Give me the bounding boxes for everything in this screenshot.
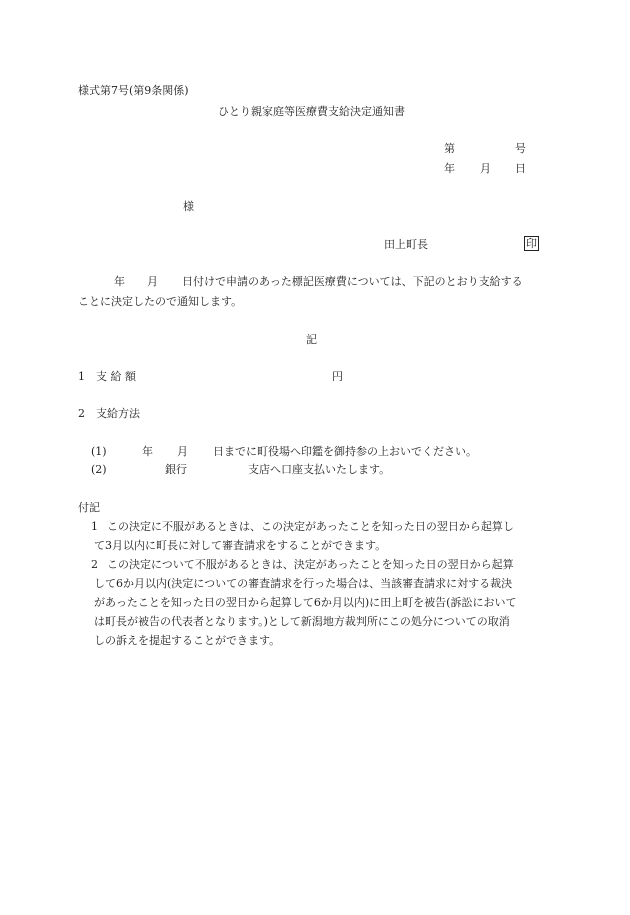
- body-line1: 日付けで申請のあった標記医療費については、下記のとおり支給する: [182, 275, 523, 288]
- number-suffix: 号: [515, 142, 526, 155]
- item1-number: 1: [78, 370, 85, 383]
- appendix2-line5: しの訴えを提起することができます。: [94, 634, 281, 647]
- appendix2-line4: は町長が被告の代表者となります。)として新潟地方裁判所にこの処分についての取消: [94, 615, 510, 628]
- appendix2-number: 2: [91, 558, 98, 571]
- date-day: 日: [515, 162, 526, 175]
- method2-text: 支店へ口座支払いたします。: [248, 463, 391, 476]
- document-title: ひとり親家庭等医療費支給決定通知書: [218, 105, 405, 118]
- body-line2: ことに決定したので通知します。: [78, 295, 243, 308]
- item1-unit: 円: [332, 370, 343, 383]
- addressee-honorific: 様: [183, 200, 194, 213]
- method1-text: 日までに町役場へ印鑑を御持参の上おいでください。: [213, 445, 477, 458]
- item2-label: 支給方法: [96, 407, 140, 420]
- form-label: 様式第7号(第9条関係): [78, 84, 189, 97]
- method1-month: 月: [177, 445, 188, 458]
- appendix1-line2: て3月以内に町長に対して審査請求をすることができます。: [94, 539, 387, 552]
- appendix2-line1: この決定について不服があるときは、決定があったことを知った日の翌日から起算: [107, 558, 514, 571]
- appendix2-line3: があったことを知った日の翌日から起算して6か月以内)に田上町を被告(訴訟において: [94, 596, 517, 609]
- appendix-title: 付記: [78, 501, 100, 514]
- body-month: 月: [147, 275, 158, 288]
- item2-number: 2: [78, 407, 85, 420]
- item1-label: 支 給 額: [96, 370, 136, 383]
- appendix1-number: 1: [91, 520, 98, 533]
- ki-heading: 記: [306, 333, 317, 346]
- method2-number: (2): [91, 463, 107, 476]
- date-month: 月: [480, 162, 491, 175]
- date-year: 年: [444, 162, 455, 175]
- method1-year: 年: [142, 445, 153, 458]
- method2-bank: 銀行: [165, 463, 187, 476]
- method1-number: (1): [91, 445, 107, 458]
- appendix2-line2: して6か月以内(決定についての審査請求を行った場合は、当該審査請求に対する裁決: [94, 577, 513, 590]
- body-year: 年: [114, 275, 125, 288]
- seal-mark: 印: [526, 237, 537, 250]
- appendix1-line1: この決定に不服があるときは、この決定があったことを知った日の翌日から起算し: [107, 520, 514, 533]
- issuer-name: 田上町長: [384, 238, 428, 251]
- number-prefix: 第: [444, 142, 455, 155]
